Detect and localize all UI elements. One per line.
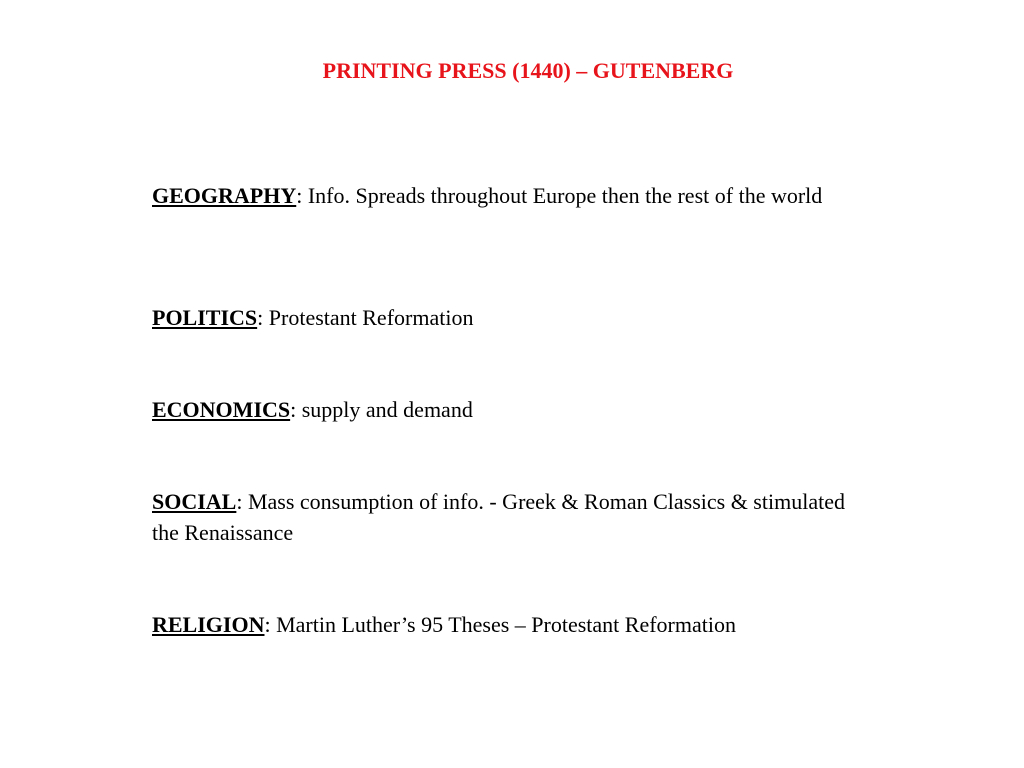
politics-entry: [152, 302, 867, 333]
geography-entry: [152, 180, 867, 211]
economics-text: : supply and demand: [290, 397, 473, 422]
geography-text: : Info. Spreads throughout Europe then the rest of the world: [296, 183, 823, 208]
social-text: : Mass consumption of info. - Greek & Roman Classics & stimulated the Renaissance: [152, 489, 845, 545]
economics-entry: [152, 394, 867, 425]
social-entry: [152, 486, 867, 548]
social-label: SOCIAL: [152, 489, 237, 514]
religion-text: : Martin Luther’s 95 Theses – Protestant Reformation: [264, 612, 736, 637]
politics-label: POLITICS: [152, 305, 258, 330]
slide-title: PRINTING PRESS (1440) – GUTENBERG: [322, 58, 734, 83]
politics-text: : Protestant Reformation: [257, 305, 474, 330]
religion-label: RELIGION: [152, 612, 265, 637]
economics-label: ECONOMICS: [152, 397, 291, 422]
religion-entry: [152, 609, 867, 640]
geography-label: GEOGRAPHY: [152, 183, 297, 208]
